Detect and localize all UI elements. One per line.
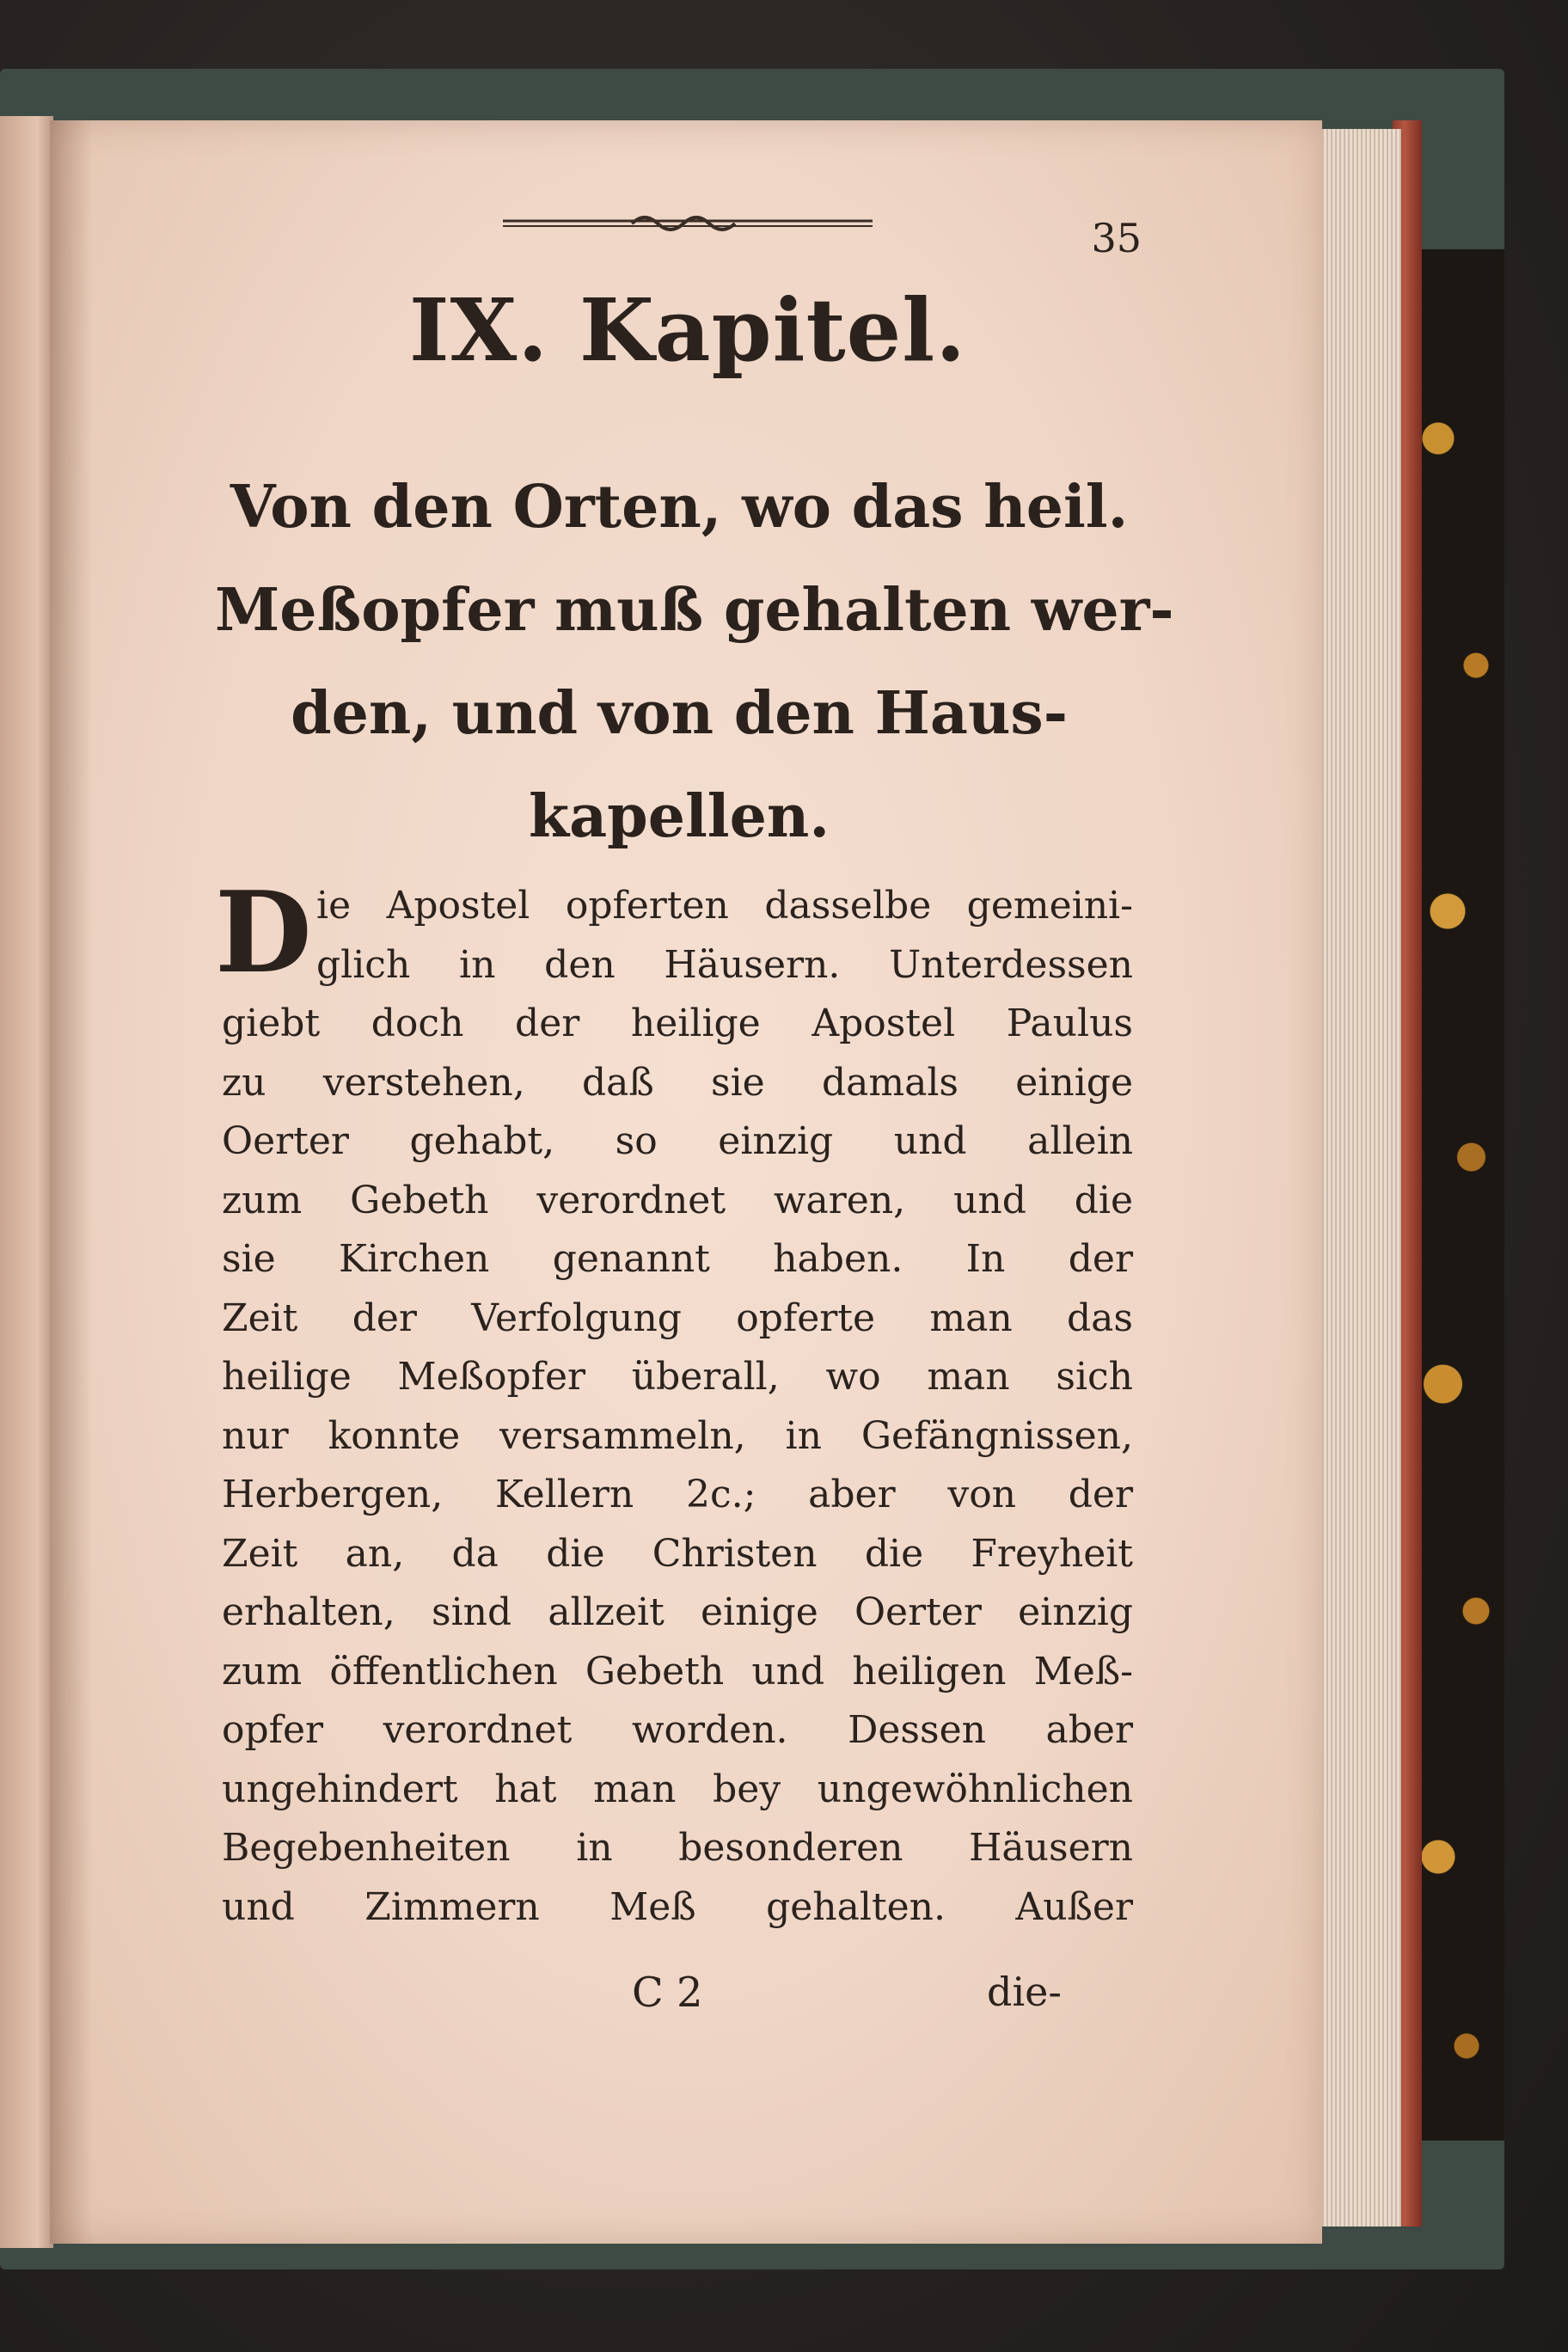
signature-mark: C 2: [632, 1969, 703, 2017]
heading-line: Von den Orten, wo das heil.: [230, 473, 1129, 542]
body-line: und Zimmern Meß gehalten. Außer: [222, 1884, 1133, 1929]
previous-page-edge: [0, 116, 53, 2248]
body-line: opfer verordnet worden. Dessen aber: [222, 1708, 1133, 1752]
body-line: zum öffentlichen Gebeth und heiligen Meß-: [222, 1649, 1133, 1694]
body-line: Oerter gehabt, so einzig und allein: [222, 1119, 1133, 1163]
body-line: Herbergen, Kellern 2c.; aber von der: [222, 1473, 1133, 1516]
body-line: Zeit der Verfolgung opferte man das: [222, 1295, 1133, 1340]
body-line: ungehindert hat man bey ungewöhnlichen: [222, 1767, 1133, 1811]
body-line: sie Kirchen genannt haben. In der: [222, 1237, 1133, 1281]
body-line: heilige Meßopfer überall, wo man sich: [222, 1355, 1133, 1399]
page-number: 35: [1091, 215, 1142, 261]
body-line: Zeit an, da die Christen die Freyheit: [222, 1531, 1133, 1576]
heading-line: den, und von den Haus-: [291, 679, 1068, 748]
chapter-heading: [215, 456, 1174, 868]
gutter-shadow: [50, 120, 93, 2244]
drop-cap: D: [215, 867, 312, 998]
marbled-board: [1410, 249, 1504, 2141]
page-block-edge: [1315, 129, 1401, 2226]
body-line: ie Apostel opferten dasselbe gemeini-: [316, 884, 1133, 928]
heading-line: kapellen.: [528, 782, 830, 851]
body-line: giebt doch der heilige Apostel Paulus: [222, 1001, 1133, 1045]
body-line: erhalten, sind allzeit einige Oerter einzig: [222, 1590, 1133, 1634]
chapter-title: IX. Kapitel.: [408, 279, 967, 381]
body-line: Begebenheiten in besonderen Häusern: [222, 1826, 1133, 1870]
body-line: zum Gebeth verordnet waren, und die: [222, 1178, 1133, 1222]
body-line: nur konnte versammeln, in Gefängnissen,: [222, 1413, 1133, 1458]
body-line: zu verstehen, daß sie damals einige: [222, 1060, 1133, 1105]
catchword: die-: [987, 1969, 1062, 2015]
body-line: glich in den Häusern. Unterdessen: [316, 942, 1133, 987]
body-text: [222, 877, 1133, 1937]
heading-line: Meßopfer muß gehalten wer-: [215, 576, 1174, 645]
ornament-divider: [503, 209, 873, 238]
